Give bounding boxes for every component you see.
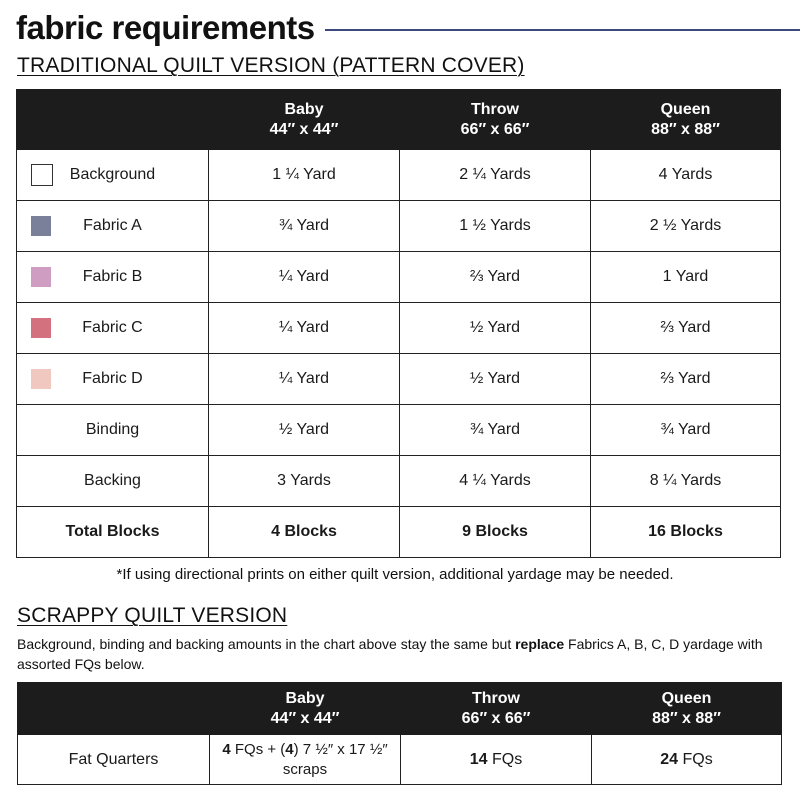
row-label-cell xyxy=(17,303,209,354)
table-row xyxy=(17,150,781,201)
table-row xyxy=(17,354,781,405)
cell-baby: 4 Blocks xyxy=(209,507,400,558)
footnote: *If using directional prints on either quilt version, additional yardage may be needed. xyxy=(116,566,674,583)
cell-queen: 8 ¼ Yards xyxy=(591,456,781,507)
cell-queen: 24 FQs xyxy=(592,735,782,785)
table-row xyxy=(17,303,781,354)
row-label: Total Blocks xyxy=(17,507,209,558)
row-label: Fabric B xyxy=(82,268,143,285)
scrappy-heading: SCRAPPY QUILT VERSION xyxy=(17,604,288,627)
traditional-table xyxy=(16,89,781,558)
cell-throw: ½ Yard xyxy=(400,303,591,354)
cell-throw: 2 ¼ Yards xyxy=(400,150,591,201)
cell-throw: ¾ Yard xyxy=(400,405,591,456)
cell-queen: 1 Yard xyxy=(591,252,781,303)
scrappy-description: Background, binding and backing amounts in the chart above stay the same but replace Fabrics A, B, C, D yardage with assorted FQs below. xyxy=(17,636,763,672)
cell-queen: 2 ½ Yards xyxy=(591,201,781,252)
swatch-fabric-a xyxy=(31,216,51,236)
cell-baby: ¾ Yard xyxy=(209,201,400,252)
cell-baby: 3 Yards xyxy=(209,456,400,507)
table-header-row xyxy=(18,683,782,735)
total-blocks-row xyxy=(17,507,781,558)
header-queen: Queen 88″ x 88″ xyxy=(591,90,781,150)
cell-baby: ¼ Yard xyxy=(209,252,400,303)
title-row xyxy=(16,6,800,50)
header-empty xyxy=(17,90,209,150)
header-baby: Baby 44″ x 44″ xyxy=(209,90,400,150)
row-label: Binding xyxy=(17,405,209,456)
cell-baby: ¼ Yard xyxy=(209,354,400,405)
cell-baby: ¼ Yard xyxy=(209,303,400,354)
cell-throw: 4 ¼ Yards xyxy=(400,456,591,507)
row-label-cell xyxy=(17,150,209,201)
cell-queen: 4 Yards xyxy=(591,150,781,201)
row-label: Fabric D xyxy=(82,370,143,387)
row-label: Fabric C xyxy=(82,319,143,336)
header-queen: Queen 88″ x 88″ xyxy=(592,683,782,735)
row-label-cell xyxy=(17,354,209,405)
table-row xyxy=(17,201,781,252)
swatch-fabric-b xyxy=(31,267,51,287)
cell-throw: ½ Yard xyxy=(400,354,591,405)
cell-queen: ¾ Yard xyxy=(591,405,781,456)
page-title: fabric requirements xyxy=(16,9,315,46)
row-label: Background xyxy=(69,166,156,183)
row-label-cell xyxy=(17,201,209,252)
scrappy-table xyxy=(17,682,782,785)
row-label-cell xyxy=(17,252,209,303)
title-rule xyxy=(325,29,800,31)
table-row xyxy=(17,456,781,507)
swatch-fabric-c xyxy=(31,318,51,338)
cell-baby: ½ Yard xyxy=(209,405,400,456)
header-throw: Throw 66″ x 66″ xyxy=(400,90,591,150)
header-throw: Throw 66″ x 66″ xyxy=(401,683,592,735)
cell-throw: 9 Blocks xyxy=(400,507,591,558)
cell-throw: ⅔ Yard xyxy=(400,252,591,303)
cell-queen: 16 Blocks xyxy=(591,507,781,558)
cell-baby: 4 FQs + (4) 7 ½″ x 17 ½″ scraps xyxy=(210,735,401,785)
row-label: Fabric A xyxy=(83,217,142,234)
header-baby: Baby 44″ x 44″ xyxy=(210,683,401,735)
cell-queen: ⅔ Yard xyxy=(591,303,781,354)
swatch-fabric-d xyxy=(31,369,51,389)
row-label: Fat Quarters xyxy=(18,735,210,785)
header-empty xyxy=(18,683,210,735)
row-label: Backing xyxy=(17,456,209,507)
table-header-row xyxy=(17,90,781,150)
cell-throw: 14 FQs xyxy=(401,735,592,785)
cell-baby: 1 ¼ Yard xyxy=(209,150,400,201)
table-row xyxy=(18,735,782,785)
swatch-background xyxy=(31,164,53,186)
cell-queen: ⅔ Yard xyxy=(591,354,781,405)
table-row xyxy=(17,252,781,303)
table-row xyxy=(17,405,781,456)
cell-throw: 1 ½ Yards xyxy=(400,201,591,252)
traditional-heading: TRADITIONAL QUILT VERSION (PATTERN COVER) xyxy=(17,54,525,77)
